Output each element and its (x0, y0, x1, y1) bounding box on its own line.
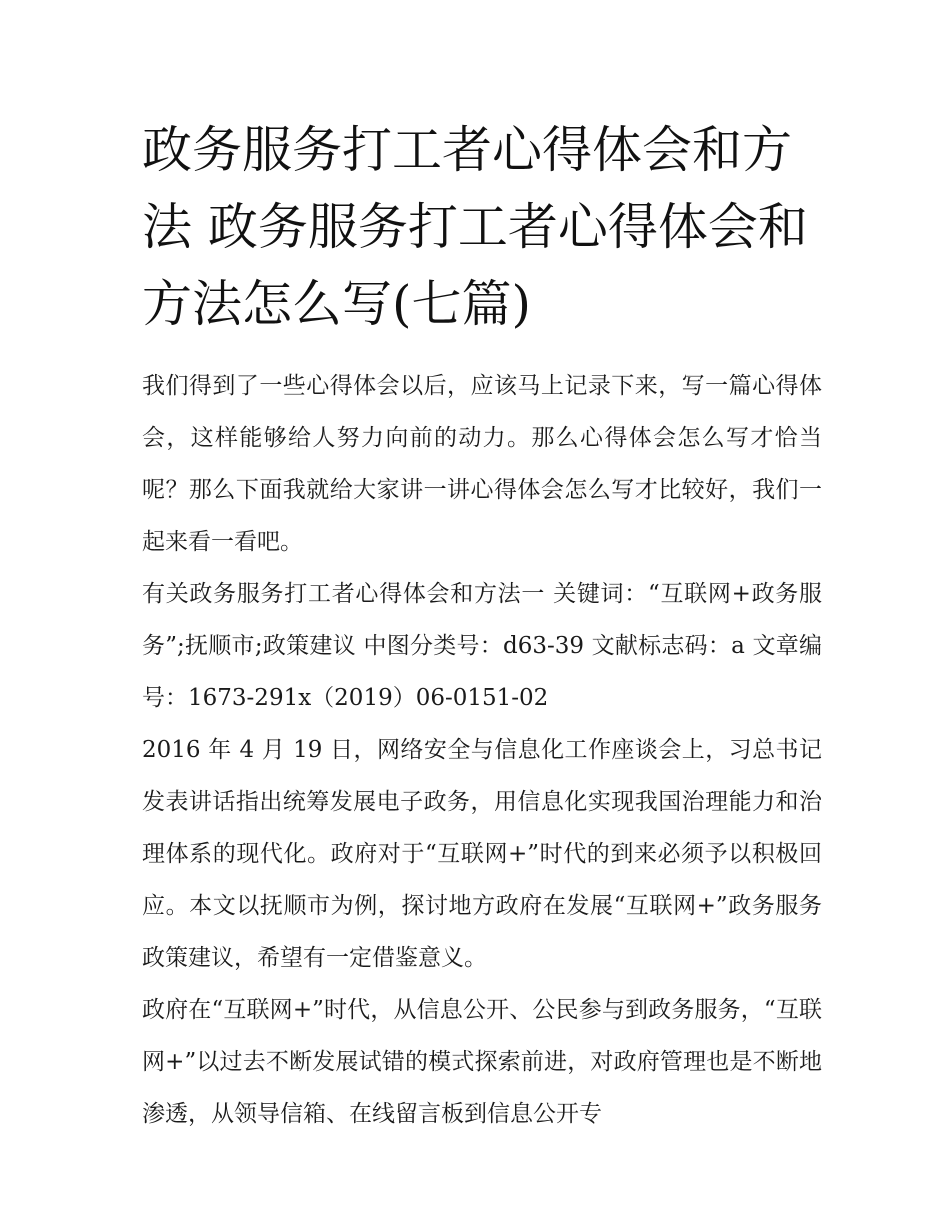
intro-paragraph: 我们得到了一些心得体会以后，应该马上记录下来，写一篇心得体会，这样能够给人努力向前的动力。那么心得体会怎么写才恰当呢？那么下面我就给大家讲一讲心得体会怎么写才比较好，我们一起来看一看吧。 (142, 373, 822, 555)
keywords-paragraph: 有关政务服务打工者心得体会和方法一 关键词：“互联网+政务服务”;抚顺市;政策建议 中图分类号：d63-39 文献标志码：a 文章编号：1673-291x（2019）06-0151-02 (142, 581, 822, 711)
internet-plus-paragraph: 政府在“互联网+”时代，从信息公开、公民参与到政务服务，“互联网+”以过去不断发展试错的模式探索前进，对政府管理也是不断地渗透，从领导信箱、在线留言板到信息公开专 (142, 997, 822, 1127)
background-paragraph: 2016 年 4 月 19 日，网络安全与信息化工作座谈会上，习总书记发表讲话指出统筹发展电子政务，用信息化实现我国治理能力和治理体系的现代化。政府对于“互联网+”时代的到来必须予以积极回应。本文以抚顺市为例，探讨地方政府在发展“互联网+”政务服务政策建议，希望有一定借鉴意义。 (142, 737, 822, 971)
document-body (142, 360, 822, 1140)
document-title: 政务服务打工者心得体会和方法 政务服务打工者心得体会和方法怎么写(七篇) (142, 121, 808, 333)
